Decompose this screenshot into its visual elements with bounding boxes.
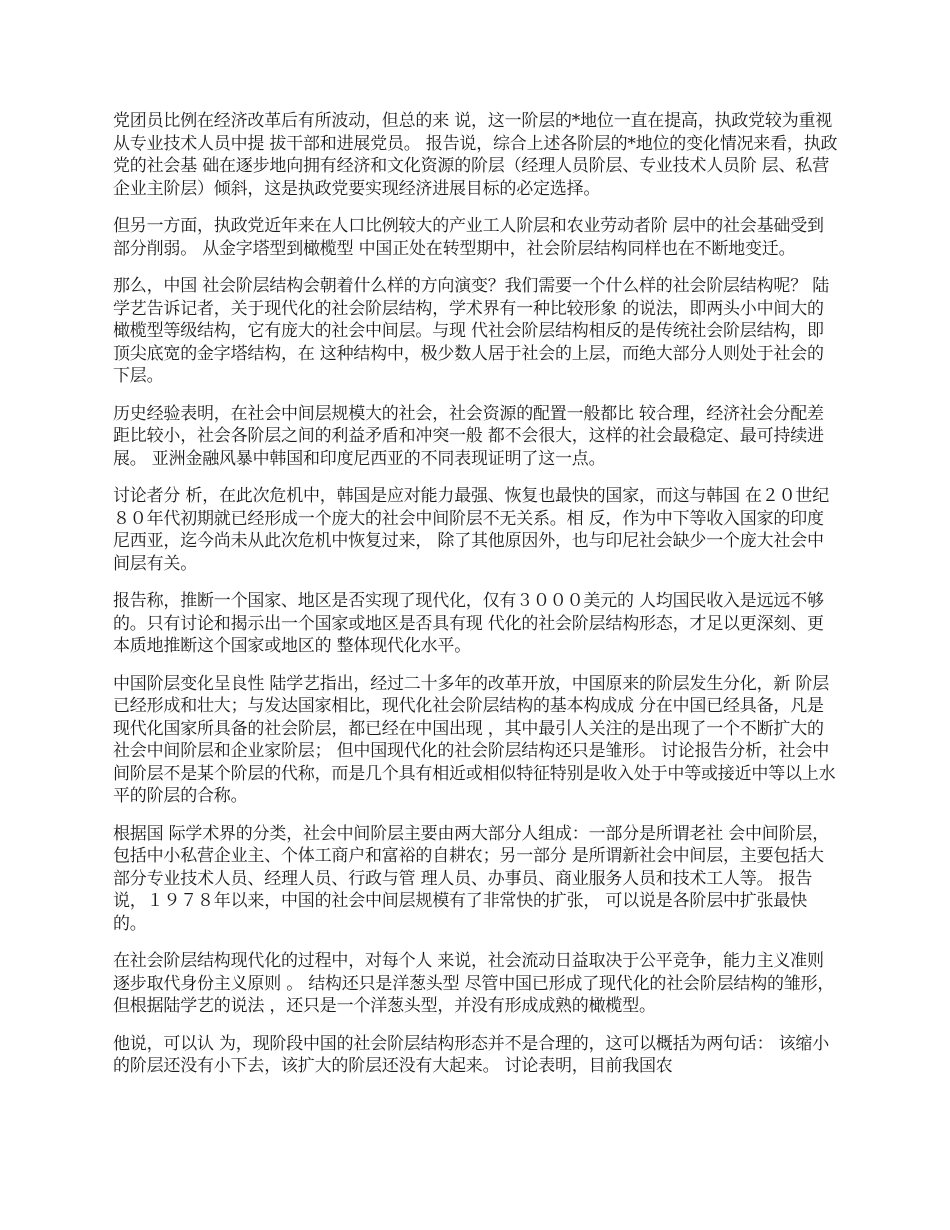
paragraph-5: 讨论者分 析，在此次危机中，韩国是应对能力最强、恢复也最快的国家，而这与韩国 在２０世纪８０年代初期就已经形成一个庞大的社会中间阶层不无关系。相 反，作为中下等收入国家的印度尼西亚，迄今尚未从此次危机中恢复过来， 除了其他原因外，也与印尼社会缺少一个庞大社会中间层有关。 <box>113 486 830 574</box>
paragraph-8: 根据国 际学术界的分类，社会中间阶层主要由两大部分人组成：一部分是所谓老社 会中间阶层，包括中小私营企业主、个体工商户和富裕的自耕农；另一部分 是所谓新社会中间层，主要包括大部分专业技术人员、经理人员、行政与管 理人员、办事员、商业服务人员和技术工人等。 报告说，１９７８年以来，中国的社会中间层规模有了非常快的扩张， 可以说是各阶层中扩张最快的。 <box>113 823 830 934</box>
paragraph-10: 他说，可以认 为，现阶段中国的社会阶层结构形态并不是合理的，这可以概括为两句话： 该缩小的阶层还没有小下去，该扩大的阶层还没有大起来。 讨论表明，目前我国农 <box>113 1033 830 1076</box>
paragraph-1: 党团员比例在经济改革后有所波动，但总的来 说，这一阶层的*地位一直在提高，执政党较为重视从专业技术人员中提 拔干部和进展党员。 报告说，综合上述各阶层的*地位的变化情况来看，执政党的社会基 础在逐步地向拥有经济和文化资源的阶层（经理人员阶层、专业技术人员阶 层、私营企业主阶层）倾斜，这是执政党要实现经济进展目标的必定选择。 <box>113 111 838 199</box>
paragraph-7: 中国阶层变化呈良性 陆学艺指出，经过二十多年的改革开放，中国原来的阶层发生分化，新 阶层已经形成和壮大；与发达国家相比，现代化社会阶层结构的基本构成成 分在中国已经具备，凡是现代化国家所具备的社会阶层，都已经在中国出现 ，其中最引人关注的是出现了一个不断扩大的社会中间阶层和企业家阶层； 但中国现代化的社会阶层结构还只是雏形。 讨论报告分析，社会中间阶层不是某个阶层的代称，而是几个具有相近或相似特征特别是收入处于中等或接近中等以上水平的阶层的合称。 <box>113 673 836 806</box>
document-body <box>113 110 838 1093</box>
paragraph-6: 报告称，推断一个国家、地区是否实现了现代化，仅有３０００美元的 人均国民收入是远远不够的。只有讨论和揭示出一个国家或地区是否具有现 代化的社会阶层结构形态，才足以更深刻、更本质地推断这个国家或地区的 整体现代化水平。 <box>113 591 824 656</box>
paragraph-4: 历史经验表明，在社会中间层规模大的社会，社会资源的配置一般都比 较合理，经济社会分配差距比较小，社会各阶层之间的利益矛盾和冲突一般 都不会很大，这样的社会最稳定、最可持续进展。 亚洲金融风暴中韩国和印度尼西亚的不同表现证明了这一点。 <box>113 403 824 469</box>
paragraph-2: 但另一方面，执政党近年来在人口比例较大的产业工人阶层和农业劳动者阶 层中的社会基础受到部分削弱。 从金字塔型到橄榄型 中国正处在转型期中，社会阶层结构同样也在不断地变迁。 <box>113 216 824 259</box>
paragraph-9: 在社会阶层结构现代化的过程中，对每个人 来说，社会流动日益取决于公平竞争，能力主义准则逐步取代身份主义原则 。 结构还只是洋葱头型 尽管中国已形成了现代化的社会阶层结构的雏形，但根据陆学艺的说法 ，还只是一个洋葱头型，并没有形成成熟的橄榄型。 <box>113 951 835 1016</box>
paragraph-3: 那么，中国 社会阶层结构会朝着什么样的方向演变？我们需要一个什么样的社会阶层结构呢？ 陆学艺告诉记者，关于现代化的社会阶层结构，学术界有一种比较形象 的说法，即两头小中间大的橄榄型等级结构，它有庞大的社会中间层。与现 代社会阶层结构相反的是传统社会阶层结构，即顶尖底宽的金字塔结构，在 这种结构中，极少数人居于社会的上层，而绝大部分人则处于社会的下层。 <box>113 276 830 386</box>
